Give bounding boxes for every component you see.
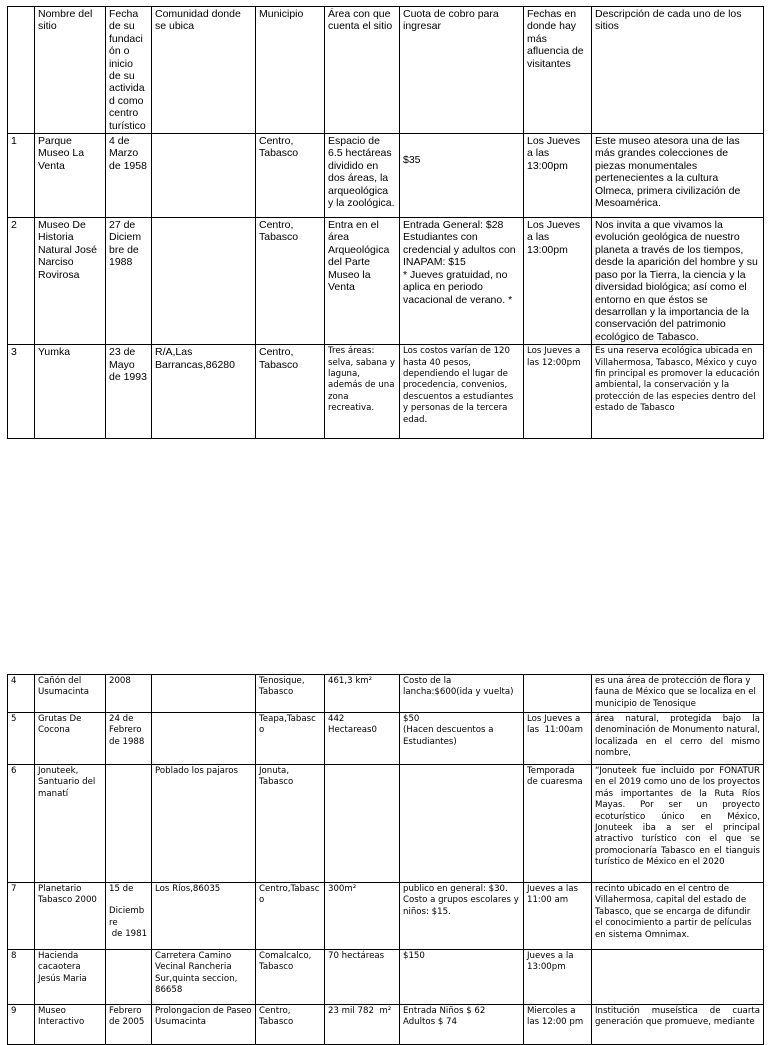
community — [152, 713, 256, 765]
busy-dates: Miercoles a las 12:00 pm — [524, 1005, 592, 1045]
founding-date — [106, 950, 152, 1005]
busy-dates: Temporada de cuaresma — [524, 765, 592, 883]
founding-date: Febrero de 2005 — [106, 1005, 152, 1045]
site-description: es una área de protección de flora y fauna de México que se localiza en el municipio de Tenosique — [592, 675, 764, 713]
sites-table-bottom — [7, 674, 764, 1045]
row-number: 9 — [8, 1005, 35, 1045]
table-row — [8, 1005, 764, 1045]
site-description: área natural, protegida bajo la denominación de Monumento natural, localizada en el cerro del mismo nombre, — [592, 713, 764, 765]
table-row — [8, 883, 764, 950]
municipality: Centro,Tabasco — [256, 883, 325, 950]
community — [152, 218, 256, 345]
entry-fee-value: $35 — [403, 154, 421, 167]
site-name: Grutas De Cocona — [35, 713, 106, 765]
header-cell: Nombre del sitio — [35, 7, 106, 134]
municipality: Centro, Tabasco — [256, 345, 325, 439]
site-area: Tres áreas: selva, sabana y laguna, además de una zona recreativa. — [325, 345, 400, 439]
founding-date: 23 de Mayo de 1993 — [106, 345, 152, 439]
busy-dates: Los Jueves a las 11:00am — [524, 713, 592, 765]
busy-dates: Jueves a la 13:00pm — [524, 950, 592, 1005]
community: Prolongacion de Paseo Usumacinta — [152, 1005, 256, 1045]
header-cell: Descripción de cada uno de los sitios — [592, 7, 764, 134]
site-area: 300m² — [325, 883, 400, 950]
table-row — [8, 345, 764, 439]
founding-date: 2008 — [106, 675, 152, 713]
header-cell: Área con que cuenta el sitio — [325, 7, 400, 134]
site-name: Yumka — [35, 345, 106, 439]
site-name: Planetario Tabasco 2000 — [35, 883, 106, 950]
table-header-row — [8, 7, 764, 134]
header-cell — [8, 7, 35, 134]
header-cell — [106, 7, 152, 134]
row-number: 7 — [8, 883, 35, 950]
date-line: 15 de — [109, 884, 134, 894]
site-description: Institución museística de cuarta generación que promueve, mediante — [592, 1005, 764, 1045]
table-row — [8, 950, 764, 1005]
entry-fee — [400, 765, 524, 883]
table-row — [8, 218, 764, 345]
founding-date: 24 de Febrero de 1988 — [106, 713, 152, 765]
site-name: Hacienda cacaotera Jesús Maria — [35, 950, 106, 1005]
community — [152, 675, 256, 713]
founding-date — [106, 883, 152, 950]
date-line — [109, 895, 148, 906]
entry-fee: Los costos varían de 120 hasta 40 pesos, dependiendo el lugar de procedencia, convenios, descuentos a estudiantes y personas de la tercera edad. — [400, 345, 524, 439]
site-area: 461,3 km² — [325, 675, 400, 713]
site-area: Espacio de 6.5 hectáreas dividido en dos áreas, la arqueológica y la zoológica. — [325, 134, 400, 218]
row-number: 1 — [8, 134, 35, 218]
header-line: fundaci — [109, 32, 143, 45]
site-description: “Jonuteek fue incluido por FONATUR en el 2019 como uno de los proyectos más importantes de la Ruta Ríos Mayas. Por ser un proyecto ecoturístico único en México, Jonuteek iba a ser el principal atractivo turístico con el que se promocionaría Tabasco en el tianguis turístico de México en el 2020 — [592, 765, 764, 883]
busy-dates: Jueves a las 11:00 am — [524, 883, 592, 950]
header-line: de su — [109, 20, 135, 33]
community: R/A,Las Barrancas,86280 — [152, 345, 256, 439]
site-description: recinto ubicado en el centro de Villahermosa, capital del estado de Tabasco, que se encarga de difundir el conocimiento a partir de películas en sistema Omnimax. — [592, 883, 764, 950]
row-number: 3 — [8, 345, 35, 439]
municipality: Centro, Tabasco — [256, 1005, 325, 1045]
date-line: Diciemb — [109, 906, 145, 917]
entry-fee: Costo de la lancha:$600(ida y vuelta) — [400, 675, 524, 713]
busy-dates: Los Jueves a las 13:00pm — [524, 134, 592, 218]
header-cell: Comunidad donde se ubica — [152, 7, 256, 134]
site-description: Es una reserva ecológica ubicada en Villahermosa, Tabasco, México y cuyo fin principal es promover la educación ambiental, la conservación y la protección de las especies dentro del estado de Tabasco — [592, 345, 764, 439]
municipality: Teapa,Tabasco — [256, 713, 325, 765]
table-row — [8, 713, 764, 765]
header-cell: Fechas en donde hay más afluencia de visitantes — [524, 7, 592, 134]
row-number: 8 — [8, 950, 35, 1005]
header-line: activida — [109, 82, 145, 95]
entry-fee — [400, 134, 524, 218]
date-line: bre de — [109, 243, 139, 256]
header-line: d como — [109, 94, 144, 107]
row-number: 6 — [8, 765, 35, 883]
municipality: Jonuta, Tabasco — [256, 765, 325, 883]
site-area: 442 Hectareas0 — [325, 713, 400, 765]
founding-date — [106, 765, 152, 883]
site-name: Cañón del Usumacinta — [35, 675, 106, 713]
entry-fee: Entrada General: $28 Estudiantes con credencial y adultos con INAPAM: $15 * Jueves gratuidad, no aplica en periodo vacacional de verano. * — [400, 218, 524, 345]
date-line: de 1981 — [109, 929, 148, 940]
header-cell: Municipio — [256, 7, 325, 134]
site-area: 70 hectáreas — [325, 950, 400, 1005]
municipality: Comalcalco, Tabasco — [256, 950, 325, 1005]
municipality: Centro, Tabasco — [256, 134, 325, 218]
site-description: Este museo atesora una de las más grandes colecciones de piezas monumentales pertenecientes a la cultura Olmeca, primera civilización de Mesoamérica. — [592, 134, 764, 218]
site-area: Entra en el área Arqueológica del Parte Museo la Venta — [325, 218, 400, 345]
row-number: 4 — [8, 675, 35, 713]
header-line: turístico — [109, 119, 146, 132]
table-row — [8, 675, 764, 713]
header-line: Fecha — [109, 8, 139, 20]
community — [152, 134, 256, 218]
community: Los Ríos,86035 — [152, 883, 256, 950]
community: Carretera Camino Vecinal Rancheria Sur,quinta seccion, 86658 — [152, 950, 256, 1005]
site-name: Jonuteek, Santuario del manatí — [35, 765, 106, 883]
municipality: Centro, Tabasco — [256, 218, 325, 345]
site-name: Parque Museo La Venta — [35, 134, 106, 218]
site-area: 23 mil 782 m² — [325, 1005, 400, 1045]
municipality: Tenosique, Tabasco — [256, 675, 325, 713]
site-name: Museo Interactivo — [35, 1005, 106, 1045]
date-line: re — [109, 917, 118, 928]
sites-table-top — [7, 6, 764, 439]
header-line: inicio — [109, 57, 133, 70]
header-line: de su — [109, 70, 135, 83]
site-area — [325, 765, 400, 883]
entry-fee: publico en general: $30. Costo a grupos escolares y niños: $15. — [400, 883, 524, 950]
row-number: 5 — [8, 713, 35, 765]
founding-date: 4 de Marzo de 1958 — [106, 134, 152, 218]
header-cell: Cuota de cobro para ingresar — [400, 7, 524, 134]
date-line: 1988 — [109, 256, 133, 269]
community: Poblado los pajaros — [152, 765, 256, 883]
busy-dates — [524, 675, 592, 713]
site-description: Nos invita a que vivamos la evolución geológica de nuestro planeta a través de los tiempos, desde la aparición del hombre y su paso por la Tierra, la ciencia y la diversidad biológica; así como el entorno en que éstos se desarrollan y la importancia de la conservación del patrimonio ecológico de Tabasco. — [592, 218, 764, 345]
entry-fee: Entrada Niños $ 62 Adultos $ 74 — [400, 1005, 524, 1045]
header-line: ón o — [109, 45, 130, 58]
table-row — [8, 765, 764, 883]
site-name: Museo De Historia Natural José Narciso Rovirosa — [35, 218, 106, 345]
entry-fee: $50 (Hacen descuentos a Estudiantes) — [400, 713, 524, 765]
row-number: 2 — [8, 218, 35, 345]
busy-dates: Los Jueves a las 13:00pm — [524, 218, 592, 345]
site-description — [592, 950, 764, 1005]
header-line: centro — [109, 107, 139, 120]
table-row — [8, 134, 764, 218]
date-line: 27 de — [109, 219, 136, 232]
date-line: Diciem — [109, 231, 142, 244]
entry-fee: $150 — [400, 950, 524, 1005]
busy-dates: Los Jueves a las 12:00pm — [524, 345, 592, 439]
founding-date — [106, 218, 152, 345]
